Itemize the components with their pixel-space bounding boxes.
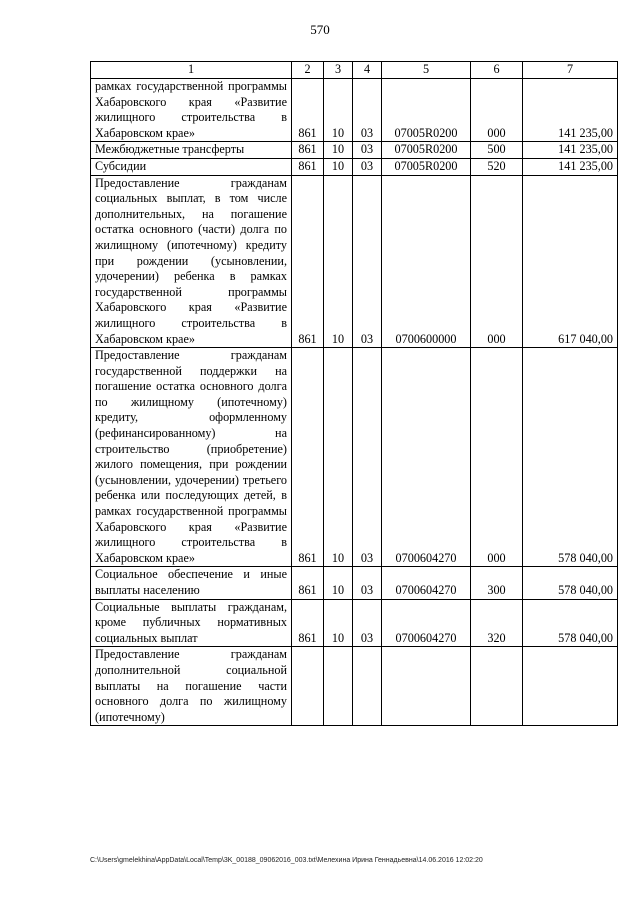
cell-expense-type: 320 (471, 599, 523, 647)
cell-section: 10 (324, 175, 353, 348)
cell-expense-type: 000 (471, 79, 523, 142)
cell-target-article: 07005R0200 (382, 158, 471, 175)
cell-target-article: 0700604270 (382, 599, 471, 647)
header-col-5: 5 (382, 62, 471, 79)
row-name: Предоставление гражданам социальных выплат, в том числе дополнительных, на погашение остатка основного (части) долга по жилищному (ипотечному) кредиту при рождении (усыновлении, удочерении) ребенка в рамках государственной программы Хабаровского края «Развитие жилищного строительства в Хабаровском крае» (91, 175, 292, 348)
cell-subsection: 03 (353, 567, 382, 599)
cell-expense-type: 500 (471, 142, 523, 159)
table-row (91, 175, 618, 348)
cell-ministry: 861 (292, 567, 324, 599)
page-number: 570 (310, 22, 330, 37)
cell-expense-type: 300 (471, 567, 523, 599)
cell-expense-type: 000 (471, 348, 523, 567)
cell-section: 10 (324, 599, 353, 647)
cell-ministry: 861 (292, 158, 324, 175)
row-name: Предоставление гражданам дополнительной социальной выплаты на погашение части основного долга по жилищному (ипотечному) (91, 647, 292, 726)
table-row (91, 567, 618, 599)
cell-section: 10 (324, 348, 353, 567)
row-name: Социальные выплаты гражданам, кроме публичных нормативных социальных выплат (91, 599, 292, 647)
table-row (91, 79, 618, 142)
cell-target-article: 07005R0200 (382, 79, 471, 142)
cell-target-article: 0700604270 (382, 567, 471, 599)
cell-amount: 141 235,00 (523, 142, 618, 159)
cell-section (324, 647, 353, 726)
cell-ministry: 861 (292, 599, 324, 647)
cell-amount: 578 040,00 (523, 348, 618, 567)
header-col-6: 6 (471, 62, 523, 79)
row-name: Межбюджетные трансферты (91, 142, 292, 159)
row-name: Предоставление гражданам государственной поддержки на погашение остатка основного долга по жилищному (ипотечному) кредиту, оформленному (рефинансированному) на строительство (приобретение) жилого помещения, при рождении (усыновлении, удочерении) третьего ребенка или последующих детей, в рамках государственной программы Хабаровского края «Развитие жилищного строительства в Хабаровском крае» (91, 348, 292, 567)
cell-ministry: 861 (292, 175, 324, 348)
cell-ministry: 861 (292, 79, 324, 142)
row-name: рамках государственной программы Хабаровского края «Развитие жилищного строительства в Хабаровском крае» (91, 79, 292, 142)
cell-subsection: 03 (353, 599, 382, 647)
cell-subsection: 03 (353, 348, 382, 567)
cell-target-article (382, 647, 471, 726)
cell-target-article: 0700604270 (382, 348, 471, 567)
row-name: Социальное обеспечение и иные выплаты населению (91, 567, 292, 599)
cell-subsection: 03 (353, 175, 382, 348)
cell-amount (523, 647, 618, 726)
header-col-1: 1 (91, 62, 292, 79)
budget-table (90, 61, 618, 726)
cell-amount: 578 040,00 (523, 599, 618, 647)
cell-subsection: 03 (353, 142, 382, 159)
header-col-7: 7 (523, 62, 618, 79)
cell-target-article: 07005R0200 (382, 142, 471, 159)
cell-amount: 141 235,00 (523, 158, 618, 175)
cell-section: 10 (324, 79, 353, 142)
table-row (91, 348, 618, 567)
cell-subsection (353, 647, 382, 726)
cell-ministry: 861 (292, 348, 324, 567)
header-col-3: 3 (324, 62, 353, 79)
cell-section: 10 (324, 158, 353, 175)
header-row (91, 62, 618, 79)
table-row (91, 158, 618, 175)
cell-ministry (292, 647, 324, 726)
table-row (91, 599, 618, 647)
cell-expense-type: 520 (471, 158, 523, 175)
cell-expense-type (471, 647, 523, 726)
cell-ministry: 861 (292, 142, 324, 159)
cell-expense-type: 000 (471, 175, 523, 348)
file-path-footer: C:\Users\gmelekhina\AppData\Local\Temp\3K_00188_09062016_003.txt\Мелехина Ирина Геннадьевна\14.06.2016 12:02:20 (90, 857, 483, 864)
cell-subsection: 03 (353, 79, 382, 142)
cell-subsection: 03 (353, 158, 382, 175)
cell-amount: 578 040,00 (523, 567, 618, 599)
table-row (91, 142, 618, 159)
cell-amount: 617 040,00 (523, 175, 618, 348)
cell-section: 10 (324, 142, 353, 159)
table-row (91, 647, 618, 726)
row-name: Субсидии (91, 158, 292, 175)
header-col-2: 2 (292, 62, 324, 79)
cell-section: 10 (324, 567, 353, 599)
cell-amount: 141 235,00 (523, 79, 618, 142)
header-col-4: 4 (353, 62, 382, 79)
cell-target-article: 0700600000 (382, 175, 471, 348)
